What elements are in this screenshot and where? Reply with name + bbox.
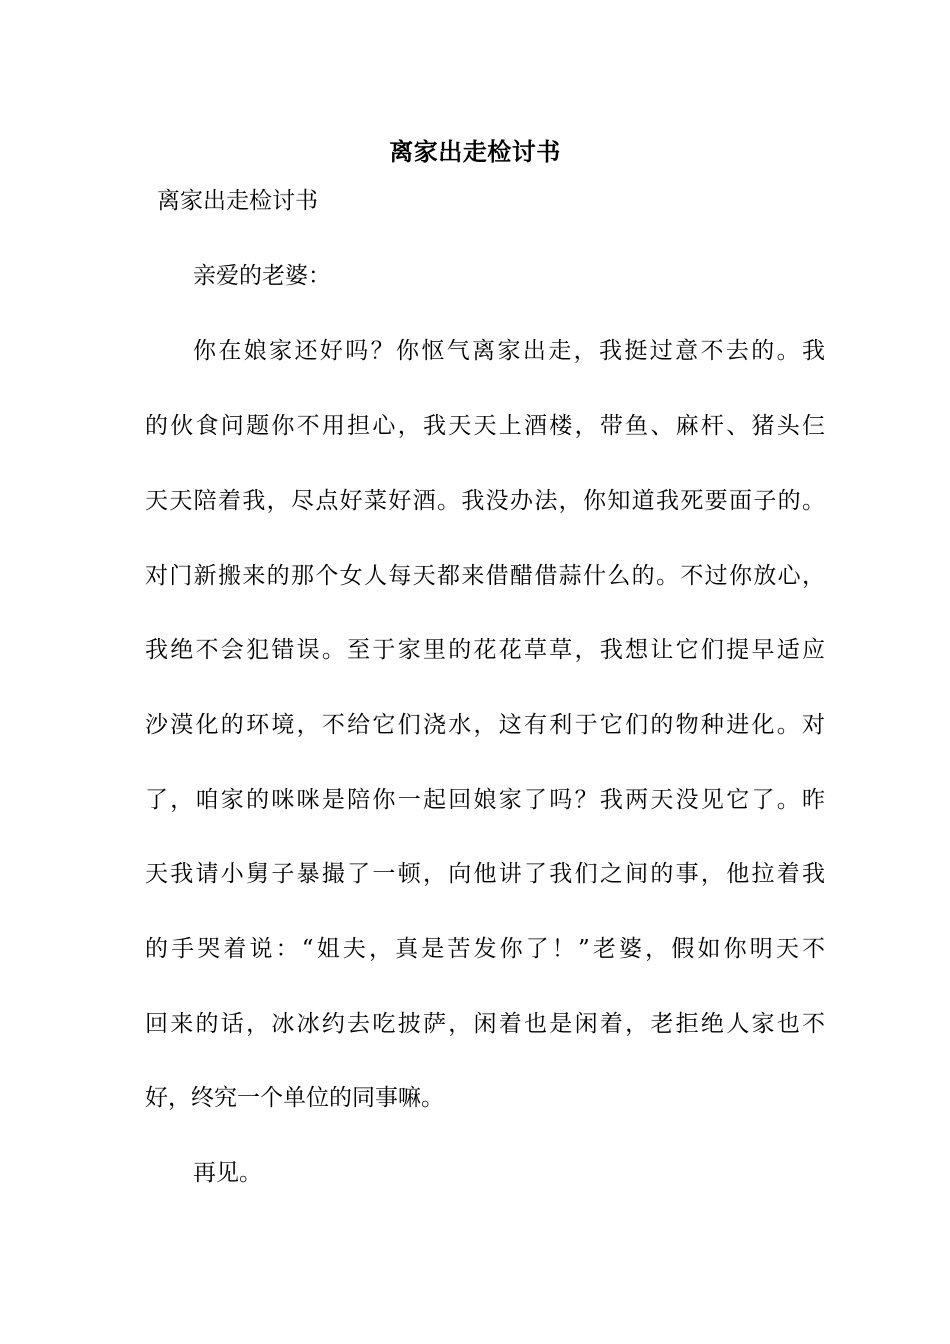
closing: 再见。 (193, 1160, 262, 1186)
body-line: 回来的话，冰冰约去吃披萨，闲着也是闲着，老拒绝人家也不 (145, 1011, 825, 1037)
body-line: 天天陪着我，尽点好菜好酒。我没办法，你知道我死要面子的。 (145, 488, 825, 514)
body-line: 的伙食问题你不用担心，我天天上酒楼，带鱼、麻杆、猪头仨 (145, 413, 825, 439)
body-line: 你在娘家还好吗？你怄气离家出走，我挺过意不去的。我 (193, 338, 825, 364)
salutation: 亲爱的老婆： (193, 263, 331, 289)
document-title: 离家出走检讨书 (389, 137, 561, 166)
body-line: 我绝不会犯错误。至于家里的花花草草，我想让它们提早适应 (145, 637, 825, 663)
body-line: 天我请小舅子暴撮了一顿，向他讲了我们之间的事，他拉着我 (145, 861, 825, 887)
body-line: 的手哭着说：“姐夫，真是苦发你了！”老婆，假如你明天不 (145, 936, 825, 962)
body-line: 沙漠化的环境，不给它们浇水，这有利于它们的物种进化。对 (145, 712, 825, 738)
body-line: 对门新搬来的那个女人每天都来借醋借蒜什么的。不过你放心， (145, 563, 825, 589)
document-subtitle: 离家出走检讨书 (157, 188, 318, 214)
body-line: 好，终究一个单位的同事嘛。 (145, 1085, 444, 1111)
body-line: 了，咱家的咪咪是陪你一起回娘家了吗？我两天没见它了。昨 (145, 787, 825, 813)
